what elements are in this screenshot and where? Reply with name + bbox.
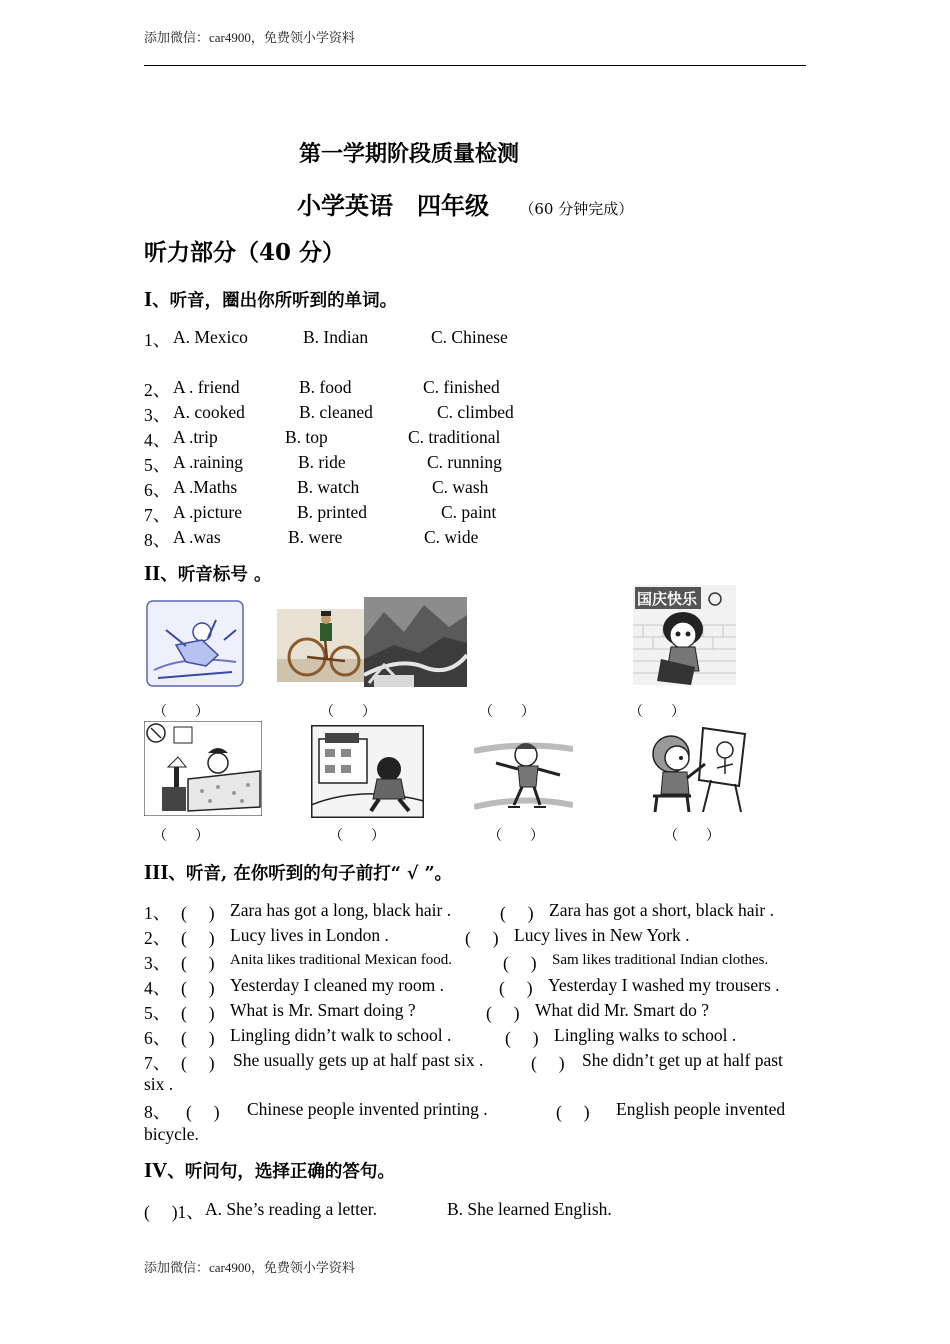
option-c: C. Chinese xyxy=(431,327,508,347)
item-number: 3、 xyxy=(144,405,171,425)
q2-number: II xyxy=(144,561,161,585)
q3-title: 、听音, 在你听到的句子前打“ √ ”。 xyxy=(168,864,453,884)
option-a: A . friend xyxy=(173,377,240,397)
check-blank[interactable]: ( ) xyxy=(181,928,215,948)
item-number: 8、 xyxy=(144,530,171,550)
option-b: B. watch xyxy=(297,477,360,497)
answer-blank[interactable]: （ ） xyxy=(153,829,209,844)
check-blank[interactable]: ( ) xyxy=(465,928,499,948)
answer-blank[interactable]: （ ） xyxy=(329,829,385,844)
sentence-a: She usually gets up at half past six . xyxy=(233,1050,484,1070)
option-c: C. traditional xyxy=(408,427,501,447)
option-b: B. She learned English. xyxy=(447,1199,612,1219)
check-blank[interactable]: ( ) xyxy=(486,1003,520,1023)
picture-walk-to-school xyxy=(311,725,424,818)
item-number: 1、 xyxy=(144,330,171,350)
sentence-a: Yesterday I cleaned my room . xyxy=(230,975,444,995)
option-b: B. Indian xyxy=(303,327,369,347)
picture-great-wall xyxy=(364,597,467,687)
option-a: A .trip xyxy=(173,427,218,447)
option-b: B. food xyxy=(299,377,352,397)
check-blank[interactable]: ( ) xyxy=(500,903,534,923)
q1-item-8 xyxy=(144,527,644,549)
national-day-banner: 国庆快乐 xyxy=(637,590,698,608)
option-b: B. top xyxy=(285,427,328,447)
q1-item-5 xyxy=(144,452,644,474)
sentence-b: What did Mr. Smart do ? xyxy=(535,1000,710,1020)
q1-item-1 xyxy=(144,327,644,349)
sentence-b: Lingling walks to school . xyxy=(554,1025,737,1045)
sentence-a: Lingling didn’t walk to school . xyxy=(230,1025,452,1045)
item-number: 7、 xyxy=(144,505,171,525)
option-a: A .picture xyxy=(173,502,243,522)
check-blank[interactable]: ( ) xyxy=(503,953,537,973)
check-blank[interactable]: ( ) xyxy=(181,978,215,998)
answer-blank[interactable]: （ ） xyxy=(664,829,720,844)
sentence-a: Chinese people invented printing . xyxy=(247,1099,488,1119)
header-divider xyxy=(144,65,806,66)
check-blank[interactable]: ( ) xyxy=(181,1053,215,1073)
option-c: C. running xyxy=(427,452,502,472)
sentence-b: Lucy lives in New York . xyxy=(514,925,690,945)
check-blank[interactable]: ( ) xyxy=(505,1028,539,1048)
option-c: C. wash xyxy=(432,477,489,497)
q3-item-2 xyxy=(144,925,806,947)
check-blank[interactable]: ( ) xyxy=(531,1053,565,1073)
q3-item-8-continuation: bicycle. xyxy=(144,1124,199,1144)
sentence-b: Sam likes traditional Indian clothes. xyxy=(552,952,769,968)
picture-national-day-girl xyxy=(633,585,736,685)
option-c: C. wide xyxy=(424,527,479,547)
q3-item-6 xyxy=(144,1025,806,1047)
q3-item-4 xyxy=(144,975,806,997)
picture-ice-skating xyxy=(474,735,573,816)
q1-number: I xyxy=(144,287,153,311)
q1-item-7 xyxy=(144,502,644,524)
option-c: C. finished xyxy=(423,377,500,397)
q3-item-1 xyxy=(144,900,806,922)
check-blank[interactable]: ( ) xyxy=(556,1102,590,1122)
item-number: 6、 xyxy=(144,1028,171,1048)
option-a: A .Maths xyxy=(173,477,238,497)
item-number: 4、 xyxy=(144,430,171,450)
option-a: A. cooked xyxy=(173,402,245,422)
item-number: 2、 xyxy=(144,380,171,400)
q1-item-3 xyxy=(144,402,644,424)
page-footer: 添加微信：car4900，免费领小学资料 xyxy=(144,1260,355,1275)
q1-item-4 xyxy=(144,427,644,449)
picture-painting xyxy=(641,720,751,817)
item-number: 1、 xyxy=(144,903,171,923)
q1-title: 、听音，圈出你所听到的单词。 xyxy=(152,291,398,311)
subject-grade: 小学英语 四年级 xyxy=(297,191,489,220)
answer-blank[interactable]: （ ） xyxy=(629,705,685,720)
q4-item-1 xyxy=(144,1199,806,1221)
q3-item-3 xyxy=(144,950,806,972)
q4-heading xyxy=(144,1158,395,1183)
answer-blank[interactable]: （ ） xyxy=(320,705,376,720)
item-number: 8、 xyxy=(144,1102,171,1122)
check-blank[interactable]: ( ) xyxy=(499,978,533,998)
exam-subtitle xyxy=(297,186,633,221)
sentence-b: Yesterday I washed my trousers . xyxy=(548,975,780,995)
item-number: 2、 xyxy=(144,928,171,948)
option-a: A. Mexico xyxy=(173,327,248,347)
q1-heading xyxy=(144,287,397,312)
q3-item-5 xyxy=(144,1000,806,1022)
check-blank[interactable]: ( ) xyxy=(181,903,215,923)
sentence-a: What is Mr. Smart doing ? xyxy=(230,1000,416,1020)
duration-note: （60 分钟完成） xyxy=(519,200,634,218)
answer-blank[interactable]: （ ） xyxy=(488,829,544,844)
option-a: A .was xyxy=(173,527,221,547)
option-a: A .raining xyxy=(173,452,243,472)
sentence-a: Lucy lives in London . xyxy=(230,925,389,945)
picture-skiing xyxy=(146,600,244,687)
sentence-b: She didn’t get up at half past xyxy=(582,1050,783,1070)
q3-item-7 xyxy=(144,1050,806,1072)
q3-item-8 xyxy=(144,1099,806,1121)
option-b: B. cleaned xyxy=(299,402,373,422)
option-b: B. printed xyxy=(297,502,367,522)
item-number: 4、 xyxy=(144,978,171,998)
item-number: 6、 xyxy=(144,480,171,500)
check-blank[interactable]: ( ) xyxy=(181,953,215,973)
q1-item-6 xyxy=(144,477,644,499)
item-number: 7、 xyxy=(144,1053,171,1073)
sentence-b: Zara has got a short, black hair . xyxy=(549,900,774,920)
q3-number: III xyxy=(144,860,169,884)
q4-title: 、听问句，选择正确的答句。 xyxy=(167,1162,395,1182)
item-number: 5、 xyxy=(144,455,171,475)
check-blank[interactable]: ( ) xyxy=(186,1102,220,1122)
sentence-a: Zara has got a long, black hair . xyxy=(230,900,452,920)
answer-blank[interactable]: （ ） xyxy=(153,705,209,720)
picture-old-bicycle xyxy=(277,609,365,682)
item-number: 3、 xyxy=(144,953,171,973)
section-listening-title: 听力部分（40 分） xyxy=(144,239,346,266)
option-c: C. paint xyxy=(441,502,497,522)
item-number: ( )1、 xyxy=(144,1202,204,1222)
answer-blank[interactable]: （ ） xyxy=(479,705,535,720)
check-blank[interactable]: ( ) xyxy=(181,1028,215,1048)
q1-item-2 xyxy=(144,377,644,399)
sentence-b: English people invented xyxy=(616,1099,786,1119)
option-a: A. She’s reading a letter. xyxy=(205,1199,378,1219)
item-number: 5、 xyxy=(144,1003,171,1023)
exam-title: 第一学期阶段质量检测 xyxy=(299,141,520,167)
page-header: 添加微信：car4900，免费领小学资料 xyxy=(144,30,355,45)
q2-title: 、听音标号 。 xyxy=(160,565,272,585)
check-blank[interactable]: ( ) xyxy=(181,1003,215,1023)
picture-sick-in-bed xyxy=(144,721,262,816)
option-b: B. ride xyxy=(298,452,346,472)
q3-heading xyxy=(144,860,452,885)
sentence-a: Anita likes traditional Mexican food. xyxy=(230,952,453,968)
q2-heading xyxy=(144,561,271,586)
q3-item-7-continuation: six . xyxy=(144,1074,174,1094)
q4-number: IV xyxy=(144,1158,168,1182)
option-c: C. climbed xyxy=(437,402,514,422)
option-b: B. were xyxy=(288,527,343,547)
